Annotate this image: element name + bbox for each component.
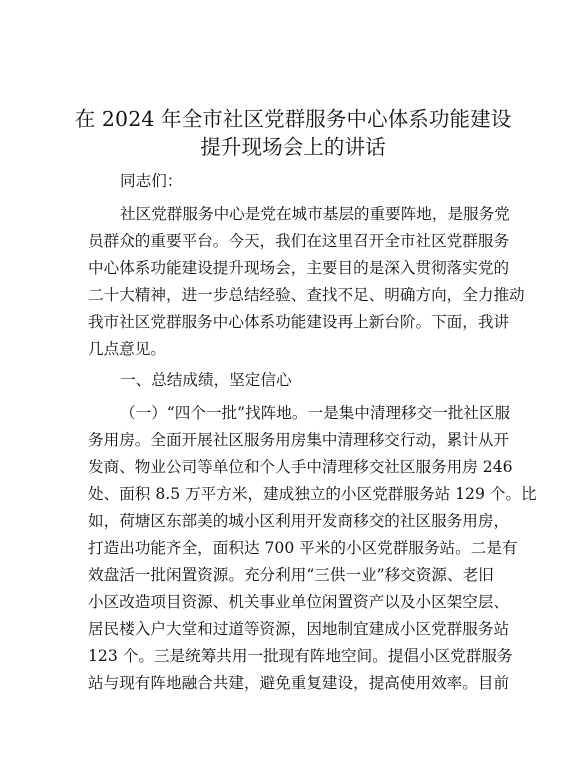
paragraph-line: 二十大精神，进一步总结经验、查找不足、明确方向，全力推动 bbox=[88, 286, 525, 304]
paragraph-line: 几点意见。 bbox=[88, 340, 166, 358]
paragraph-line: 发商、物业公司等单位和个人手中清理移交社区服务用房 246 bbox=[88, 458, 513, 476]
salutation: 同志们： bbox=[120, 172, 183, 190]
paragraph-line: 123 个。三是统筹共用一批现有阵地空间。提倡小区党群服务 bbox=[88, 647, 513, 665]
section-heading: 一、总结成绩，坚定信心 bbox=[120, 371, 292, 389]
paragraph-line: 社区党群服务中心是党在城市基层的重要阵地，是服务党 bbox=[120, 205, 510, 223]
paragraph-line: 处、面积 8.5 万平方米，建成独立的小区党群服务站 129 个。比 bbox=[88, 485, 537, 503]
paragraph-line: 中心体系功能建设提升现场会，主要目的是深入贯彻落实党的 bbox=[88, 259, 510, 277]
paragraph-line: 如，荷塘区东部美的城小区利用开发商移交的社区服务用房， bbox=[88, 512, 510, 530]
paragraph-line: 打造出功能齐全，面积达 700 平米的小区党群服务站。二是有 bbox=[88, 539, 518, 557]
paragraph-line: 站与现有阵地融合共建，避免重复建设，提高使用效率。目前 bbox=[88, 674, 510, 692]
document-title-line-2: 提升现场会上的讲话 bbox=[200, 135, 386, 159]
paragraph-line: 效盘活一批闲置资源。充分利用“三供一业”移交资源、老旧 bbox=[88, 566, 494, 584]
paragraph-line: 居民楼入户大堂和过道等资源，因地制宜建成小区党群服务站 bbox=[88, 620, 510, 638]
paragraph-line: 员群众的重要平台。今天，我们在这里召开全市社区党群服务 bbox=[88, 232, 510, 250]
paragraph-line: 我市社区党群服务中心体系功能建设再上新台阶。下面，我讲 bbox=[88, 313, 510, 331]
document-title-line-1: 在 2024 年全市社区党群服务中心体系功能建设 bbox=[74, 107, 512, 131]
paragraph-line: 小区改造项目资源、机关事业单位闲置资产以及小区架空层、 bbox=[88, 593, 510, 611]
paragraph-line: （一）“四个一批”找阵地。一是集中清理移交一批社区服 bbox=[120, 404, 511, 422]
paragraph-line: 务用房。全面开展社区服务用房集中清理移交行动，累计从开 bbox=[88, 431, 510, 449]
